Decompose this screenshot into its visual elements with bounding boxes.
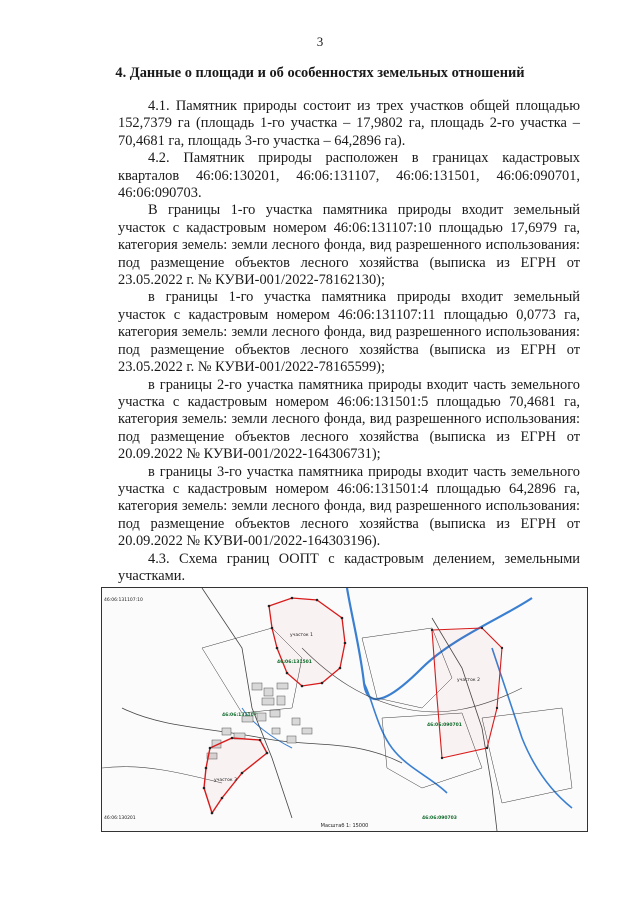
- map-label-131107-10: 46:06:131107:10: [104, 598, 143, 603]
- boundary-section-3: [203, 737, 269, 815]
- parcel-outline-4: [482, 708, 572, 803]
- map-drawing: [102, 588, 587, 831]
- boundary-section-2: [431, 627, 503, 759]
- paragraph-parcel-11: в границы 1-го участка памятника природы входит земельный участок с кадастровым номером 46:06:131107:11 площадью 0,0773 га, категория земель: земли лесного фонда, вид разрешенного использования: под размещение объектов лесного хозяйства (выписка из ЕГРН от 23.05.2022 г. № КУВИ-001/2022-78165599);: [118, 289, 580, 376]
- paragraph-parcel-5: в границы 2-го участка памятника природы входит часть земельного участка с кадастровым номером 46:06:131501:5 площадью 70,4681 га, категория земель: земли лесного фонда, вид разрешенного использования: под размещение объектов лесного хозяйства (выписка из ЕГРН от 20.09.2022 № КУВИ-001/2022-164306731);: [118, 376, 580, 463]
- map-label-131501: 46:06:131501: [277, 660, 312, 665]
- paragraph-4-1: 4.1. Памятник природы состоит из трех участков общей площадью 152,7379 га (площадь 1-го участка – 17,9802 га, площадь 2-го участка – 70,4681 га, площадь 3-го участка – 64,2896 га).: [118, 98, 580, 149]
- map-label-090701: 46:06:090701: [427, 723, 462, 728]
- map-label-090703: 46:06:090703: [422, 816, 457, 821]
- road-4: [102, 767, 222, 783]
- river-east: [492, 648, 572, 808]
- page-number: 3: [316, 34, 324, 49]
- paragraph-4-2: 4.2. Памятник природы расположен в границах кадастровых кварталов 46:06:130201, 46:06:131107, 46:06:131501, 46:06:090701, 46:06:090703.: [118, 150, 580, 202]
- map-label-131107: 46:06:131107: [222, 713, 257, 718]
- map-label-130201: 46:06:130201: [104, 816, 136, 821]
- paragraph-4-3: 4.3. Схема границ ООПТ с кадастровым делением, земельными участками.: [118, 550, 580, 584]
- paragraph-parcel-4: в границы 3-го участка памятника природы входит часть земельного участка с кадастровым номером 46:06:131501:4 площадью 64,2896 га, категория земель: земли лесного фонда, вид разрешенного использования: под размещение объектов лесного хозяйства (выписка из ЕГРН от 20.09.2022 № КУВИ-001/2022-164303196).: [118, 463, 580, 550]
- map-label-section-2: участок 2: [457, 678, 480, 683]
- section-heading: 4. Данные о площади и об особенностях земельных отношений: [115, 65, 525, 81]
- paragraph-parcel-10: В границы 1-го участка памятника природы входит земельный участок с кадастровым номером 46:06:131107:10 площадью 17,6979 га, категория земель: земли лесного фонда, вид разрешенного использования: под размещение объектов лесного хозяйства (выписка из ЕГРН от 23.05.2022 г. № КУВИ-001/2022-78162130);: [118, 202, 580, 289]
- map-label-section-3: участок 3: [214, 778, 237, 783]
- map-label-section-1: участок 1: [290, 633, 313, 638]
- map-scale: Масштаб 1: 15000: [320, 823, 369, 829]
- cadastral-map: [101, 587, 588, 832]
- body-text: [118, 98, 580, 585]
- boundary-section-1: [268, 597, 347, 688]
